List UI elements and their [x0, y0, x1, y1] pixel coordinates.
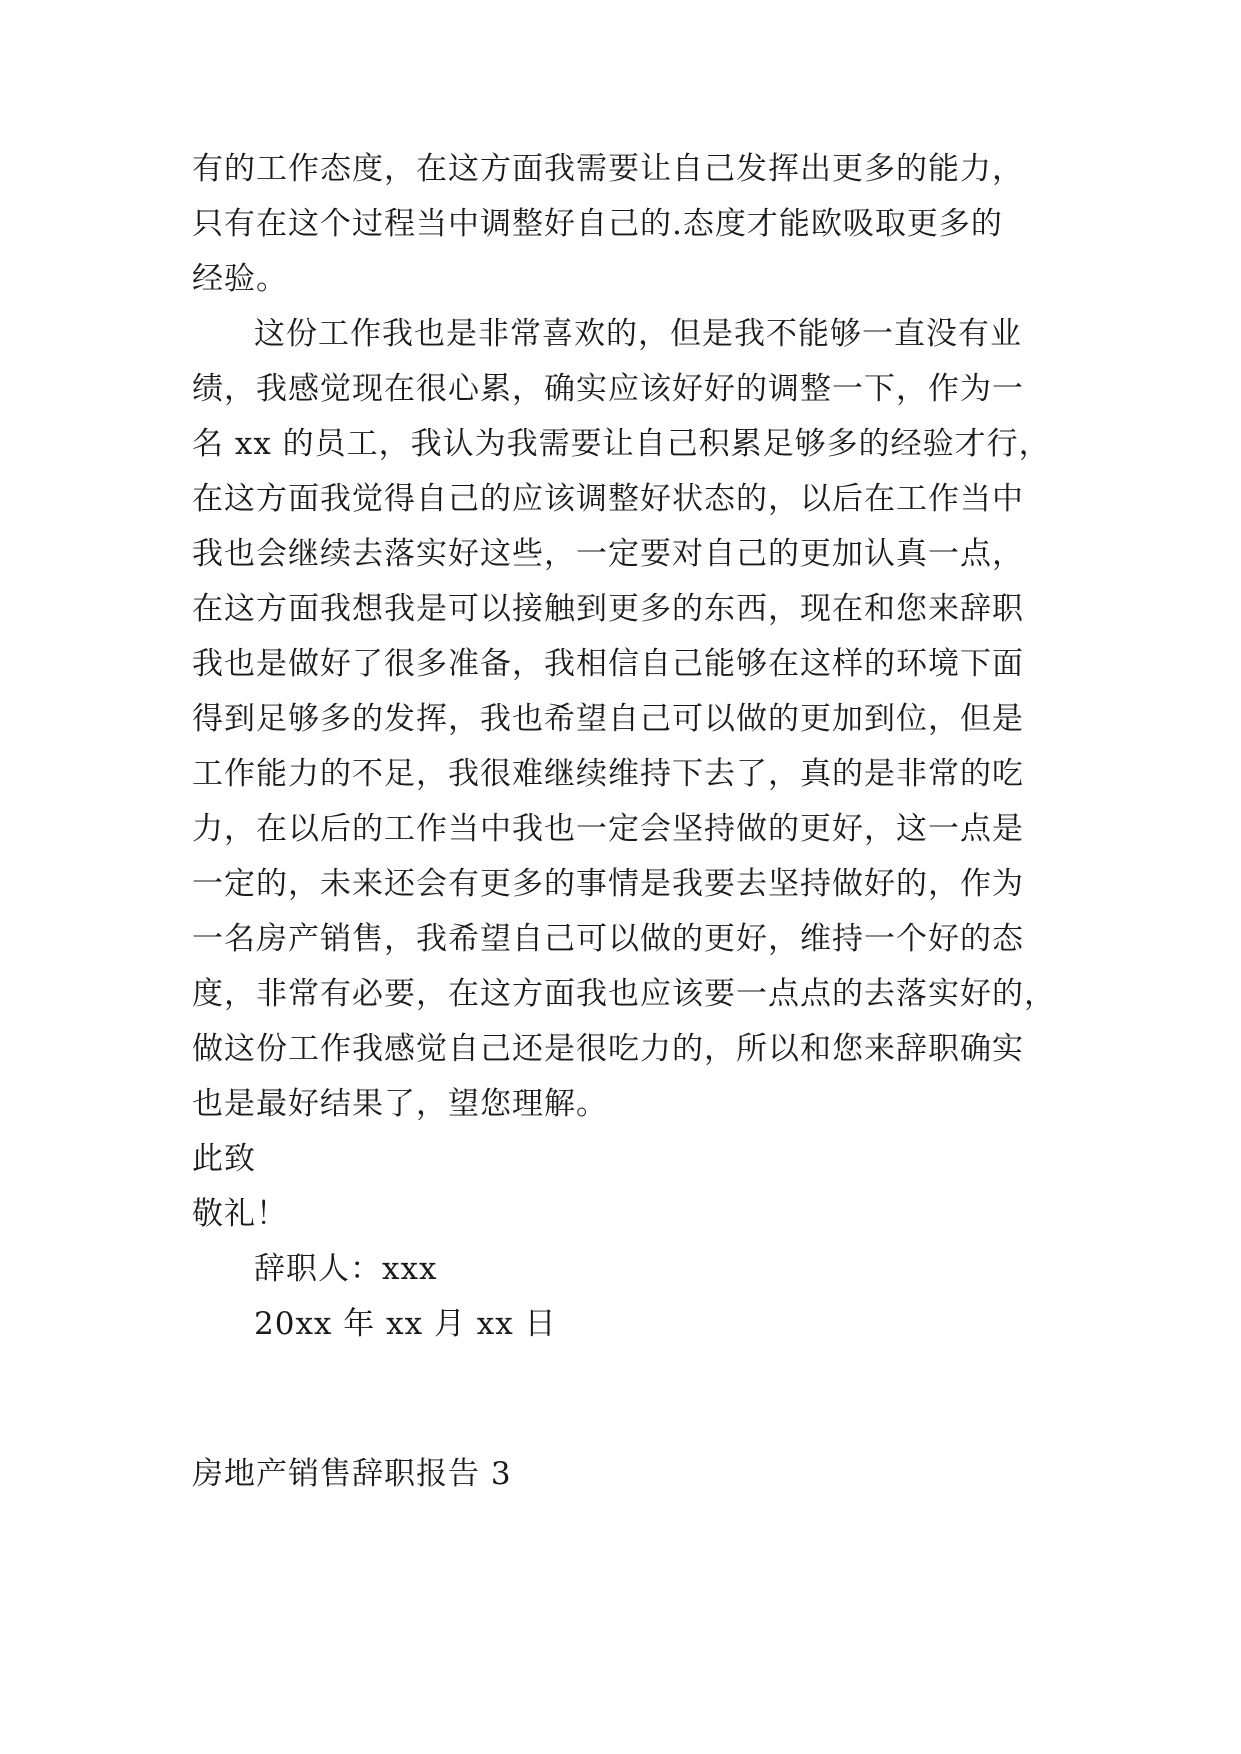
body-line: 在这方面我想我是可以接触到更多的东西，现在和您来辞职 — [192, 591, 1024, 627]
body-line: 经验。 — [192, 261, 288, 297]
closing-salutation: 此致 — [192, 1141, 256, 1177]
body-line: 在这方面我觉得自己的应该调整好状态的，以后在工作当中 — [192, 481, 1024, 517]
date-line: 20xx 年 xx 月 xx 日 — [254, 1306, 557, 1342]
section-heading: 房地产销售辞职报告 3 — [192, 1456, 512, 1492]
body-line: 名 xx 的员工，我认为我需要让自己积累足够多的经验才行， — [192, 426, 1051, 462]
body-line: 得到足够多的发挥，我也希望自己可以做的更加到位，但是 — [192, 701, 1024, 737]
body-line: 工作能力的不足，我很难继续维持下去了，真的是非常的吃 — [192, 756, 1024, 792]
body-line: 我也是做好了很多准备，我相信自己能够在这样的环境下面 — [192, 646, 1024, 682]
closing-regards: 敬礼！ — [192, 1196, 288, 1232]
body-line: 一定的，未来还会有更多的事情是我要去坚持做好的，作为 — [192, 866, 1024, 902]
body-line: 绩，我感觉现在很心累，确实应该好好的调整一下，作为一 — [192, 371, 1024, 407]
body-line: 我也会继续去落实好这些，一定要对自己的更加认真一点， — [192, 536, 1024, 572]
body-line: 度，非常有必要，在这方面我也应该要一点点的去落实好的， — [192, 976, 1056, 1012]
body-line: 力，在以后的工作当中我也一定会坚持做的更好，这一点是 — [192, 811, 1024, 847]
body-line: 只有在这个过程当中调整好自己的.态度才能欧吸取更多的 — [192, 206, 1003, 242]
body-line: 也是最好结果了，望您理解。 — [192, 1086, 608, 1122]
body-line: 一名房产销售，我希望自己可以做的更好，维持一个好的态 — [192, 921, 1024, 957]
signature-line: 辞职人：xxx — [254, 1251, 438, 1287]
body-line: 做这份工作我感觉自己还是很吃力的，所以和您来辞职确实 — [192, 1031, 1024, 1067]
paragraph-start-line: 这份工作我也是非常喜欢的，但是我不能够一直没有业 — [254, 316, 1022, 352]
body-line: 有的工作态度，在这方面我需要让自己发挥出更多的能力， — [192, 151, 1024, 187]
